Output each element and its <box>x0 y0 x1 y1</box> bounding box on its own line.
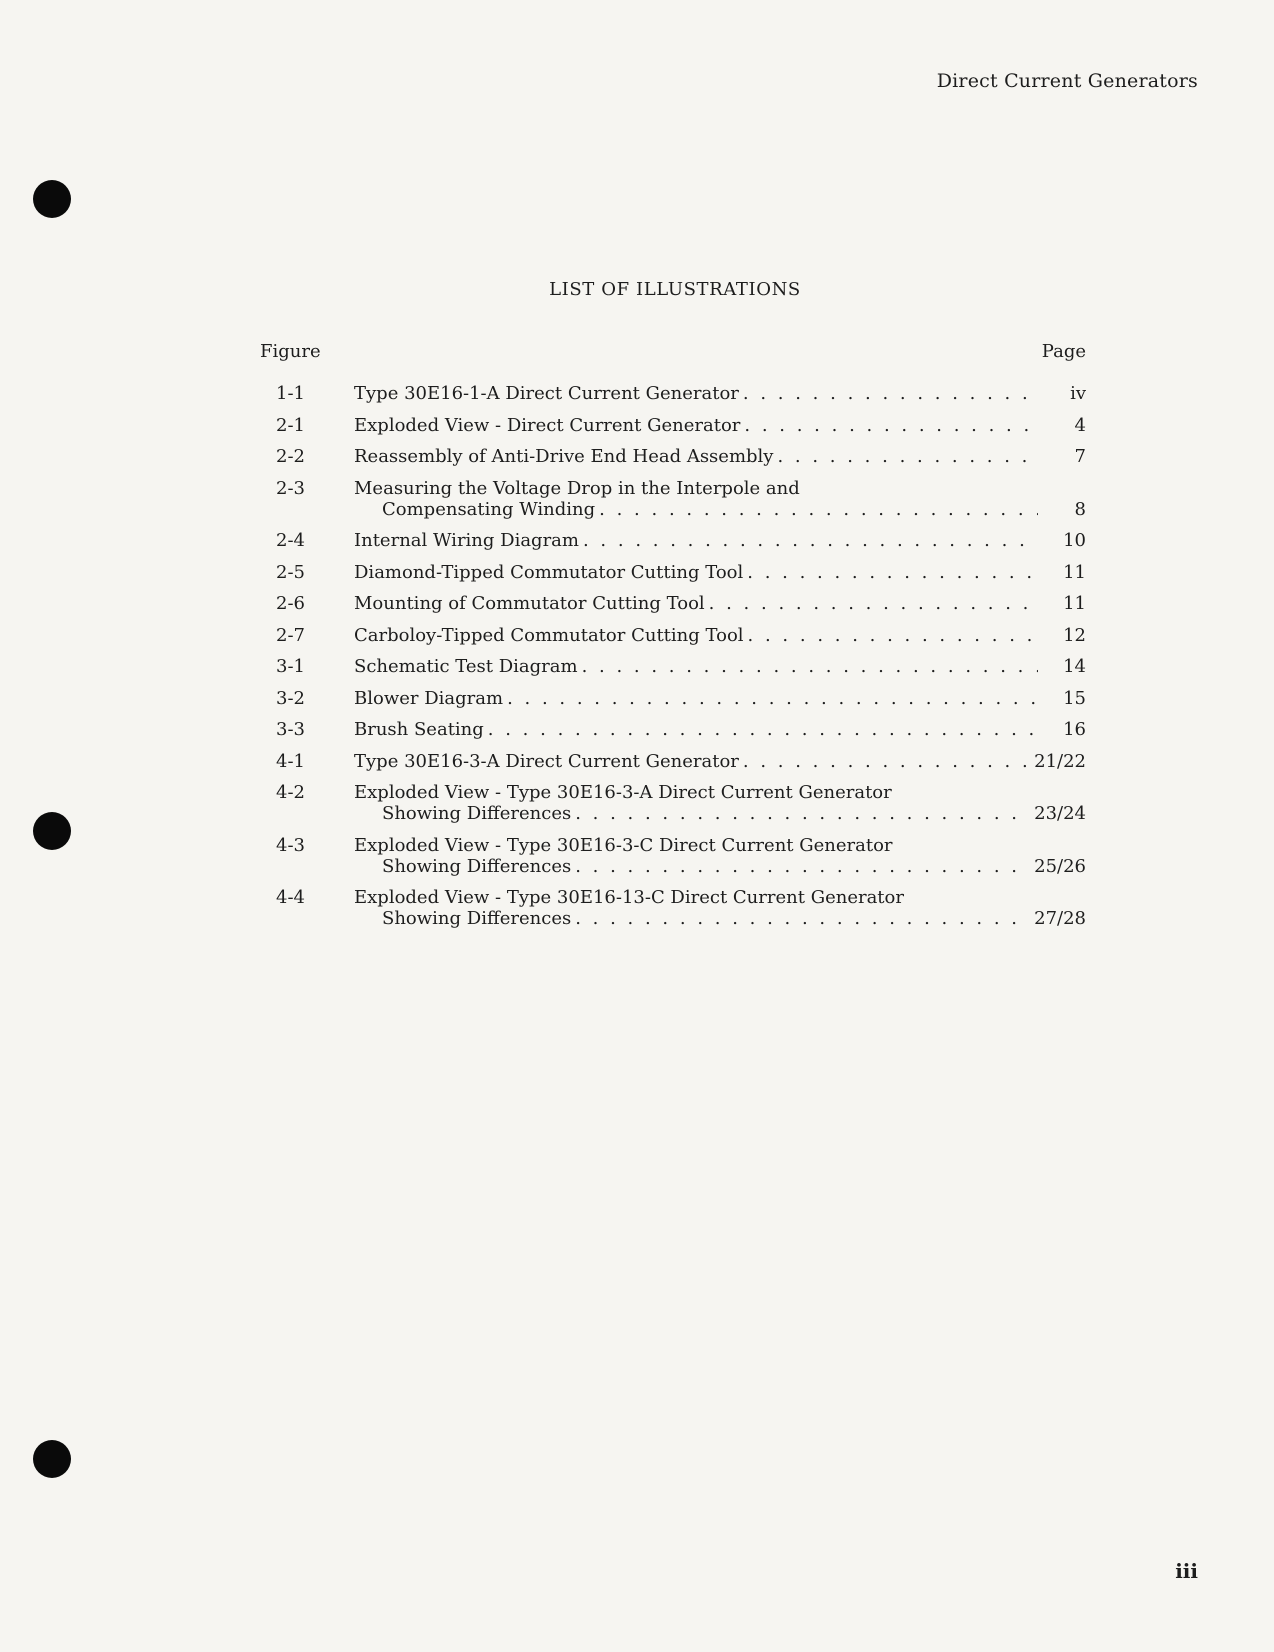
list-item[interactable] <box>260 478 1086 520</box>
page-column-heading: Page <box>1041 341 1086 362</box>
list-title: LIST OF ILLUSTRATIONS <box>549 279 801 300</box>
page-number: 16 <box>1063 719 1086 740</box>
list-item[interactable] <box>260 415 1086 436</box>
dot-leader <box>777 446 1038 467</box>
figure-number: 3-3 <box>276 719 305 740</box>
page-number: 10 <box>1063 530 1086 551</box>
list-item[interactable] <box>260 625 1086 646</box>
page-number: 25/26 <box>1034 855 1086 877</box>
page-number: 27/28 <box>1034 908 1086 929</box>
entry-title: Exploded View - Type 30E16-3-C Direct Current Generator <box>354 834 893 856</box>
page-number: 12 <box>1063 624 1086 646</box>
list-item[interactable] <box>260 383 1086 404</box>
entry-title: Type 30E16-1-A Direct Current Generator <box>354 383 739 404</box>
list-item[interactable] <box>260 446 1086 467</box>
figure-number: 3-1 <box>276 656 305 677</box>
running-header: Direct Current Generators <box>936 70 1198 92</box>
list-item[interactable] <box>260 887 1086 929</box>
figure-number: 2-3 <box>276 477 305 499</box>
figure-number: 2-2 <box>276 446 305 467</box>
page-number: 8 <box>1074 498 1086 520</box>
binder-hole-bottom <box>33 1440 71 1478</box>
entry-title: Internal Wiring Diagram <box>354 530 579 551</box>
list-item[interactable] <box>260 751 1086 772</box>
dot-leader <box>507 688 1038 709</box>
entry-title: Blower Diagram <box>354 687 504 709</box>
figure-number: 2-7 <box>276 624 305 646</box>
page-number: 4 <box>1074 414 1086 436</box>
page-number: 14 <box>1063 656 1086 677</box>
page-number: 23/24 <box>1034 803 1086 824</box>
dot-leader <box>575 908 1028 929</box>
list-item[interactable] <box>260 593 1086 614</box>
entry-title: Mounting of Commutator Cutting Tool <box>354 593 705 614</box>
page-number: 11 <box>1063 593 1086 614</box>
figure-number: 2-1 <box>276 414 305 436</box>
list-item[interactable] <box>260 688 1086 709</box>
list-item[interactable] <box>260 782 1086 824</box>
entry-title-continued: Showing Differences <box>382 803 572 824</box>
figure-number: 3-2 <box>276 687 305 709</box>
entry-title-continued: Showing Differences <box>382 908 572 929</box>
page-number: 7 <box>1074 446 1086 467</box>
figure-column-heading: Figure <box>260 341 321 362</box>
figure-number: 4-3 <box>276 834 305 856</box>
dot-leader <box>488 719 1038 740</box>
list-item[interactable] <box>260 656 1086 677</box>
entry-title: Schematic Test Diagram <box>354 656 578 677</box>
page-number: 11 <box>1063 561 1086 583</box>
page-number: iv <box>1070 383 1086 404</box>
entry-title: Carboloy-Tipped Commutator Cutting Tool <box>354 624 744 646</box>
figure-number: 2-4 <box>276 530 305 551</box>
entry-title: Exploded View - Type 30E16-3-A Direct Current Generator <box>354 782 892 803</box>
figure-number: 1-1 <box>276 383 305 404</box>
entry-title: Type 30E16-3-A Direct Current Generator <box>354 750 739 772</box>
dot-leader <box>744 415 1038 436</box>
entry-title-continued: Showing Differences <box>382 855 572 877</box>
entry-title: Diamond-Tipped Commutator Cutting Tool <box>354 561 744 583</box>
dot-leader <box>743 751 1028 772</box>
dot-leader <box>747 562 1038 583</box>
list-item[interactable] <box>260 530 1086 551</box>
figure-number: 4-4 <box>276 887 305 908</box>
entry-title: Measuring the Voltage Drop in the Interpole and <box>354 477 800 499</box>
dot-leader <box>583 530 1038 551</box>
dot-leader <box>575 856 1028 877</box>
dot-leader <box>709 593 1038 614</box>
entry-title: Reassembly of Anti-Drive End Head Assembly <box>354 446 774 467</box>
page-number: 15 <box>1063 687 1086 709</box>
entry-title: Exploded View - Direct Current Generator <box>354 414 741 436</box>
figure-number: 2-5 <box>276 561 305 583</box>
dot-leader <box>575 803 1028 824</box>
figure-number: 4-2 <box>276 782 305 803</box>
dot-leader <box>599 499 1038 520</box>
binder-hole-middle <box>33 812 71 850</box>
entry-title-continued: Compensating Winding <box>382 498 596 520</box>
binder-hole-top <box>33 180 71 218</box>
illustrations-list <box>260 383 1086 940</box>
list-item[interactable] <box>260 835 1086 877</box>
page-folio: iii <box>1175 1559 1198 1583</box>
figure-number: 2-6 <box>276 593 305 614</box>
dot-leader <box>748 625 1038 646</box>
dot-leader <box>582 656 1038 677</box>
entry-title: Brush Seating <box>354 719 484 740</box>
dot-leader <box>743 383 1038 404</box>
page-number: 21/22 <box>1034 750 1086 772</box>
figure-number: 4-1 <box>276 750 305 772</box>
list-item[interactable] <box>260 719 1086 740</box>
entry-title: Exploded View - Type 30E16-13-C Direct Current Generator <box>354 887 904 908</box>
list-item[interactable] <box>260 562 1086 583</box>
